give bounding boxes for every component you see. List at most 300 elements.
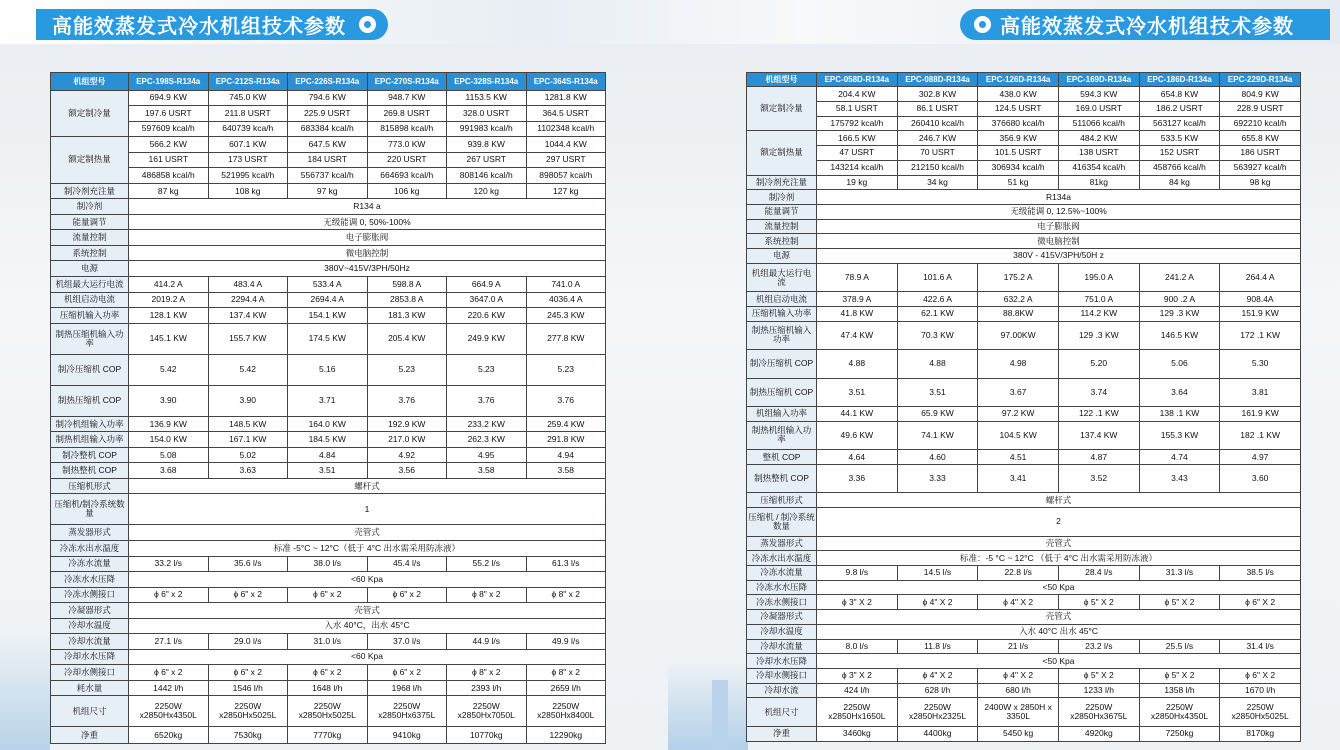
table-row <box>51 696 606 727</box>
table-cell: 486858 kcal/h <box>129 168 209 184</box>
table-cell: ϕ 5" X 2 <box>1058 595 1139 610</box>
row-label: 机组最大运行电流 <box>747 263 817 291</box>
table-cell: 2250W x2850Hx4350L <box>1139 698 1220 726</box>
table-cell: ϕ 6" x 2 <box>367 665 447 681</box>
table-cell: 5.23 <box>526 354 606 385</box>
table-row <box>747 654 1301 669</box>
row-label: 制冷剂 <box>51 199 129 215</box>
table-cell: 2250W x2850Hx3675L <box>1058 698 1139 726</box>
merged-cell: 螺杆式 <box>817 493 1301 508</box>
table-cell: 4.60 <box>897 450 978 465</box>
table-cell: 598.8 A <box>367 276 447 292</box>
row-label: 冷却水侧接口 <box>747 668 817 683</box>
table-cell: 61.3 l/s <box>526 556 606 572</box>
merged-cell: 电子膨胀阀 <box>817 219 1301 234</box>
table-row <box>51 634 606 650</box>
table-cell: 328.0 USRT <box>447 106 527 122</box>
table-cell: 97.00KW <box>978 321 1059 349</box>
merged-cell: 标准：-5 °C ~ 12°C （低于 4°C 出水需采用防冻液） <box>817 551 1301 566</box>
table-cell: 31.4 l/s <box>1220 639 1301 654</box>
table-cell: 148.5 KW <box>208 416 288 432</box>
table-cell: 38.0 l/s <box>288 556 368 572</box>
row-label: 冷却水流量 <box>51 634 129 650</box>
table-row <box>747 565 1301 580</box>
table-row <box>51 603 606 619</box>
table-cell: 3.56 <box>367 463 447 479</box>
table-cell: 4.88 <box>817 350 898 378</box>
table-cell: 28.4 l/s <box>1058 565 1139 580</box>
table-cell: 246.7 KW <box>897 131 978 146</box>
table-cell: 172 .1 KW <box>1220 321 1301 349</box>
table-cell: 745.0 KW <box>208 90 288 106</box>
merged-cell: R134a <box>817 190 1301 205</box>
row-label: 能量调节 <box>747 204 817 219</box>
table-cell: 78.9 A <box>817 263 898 291</box>
table-cell: 680 l/h <box>978 683 1059 698</box>
table-cell: 521995 kcal/h <box>208 168 288 184</box>
table-cell: 908.4A <box>1220 292 1301 307</box>
row-label: 耗水量 <box>51 680 129 696</box>
table-cell: 3.63 <box>208 463 288 479</box>
table-cell: 137.4 KW <box>1058 421 1139 449</box>
table-cell: 1442 l/h <box>129 680 209 696</box>
table-cell: 277.8 KW <box>526 323 606 354</box>
table-cell: 47.4 KW <box>817 321 898 349</box>
table-cell: 37.0 l/s <box>367 634 447 650</box>
table-cell: 12290kg <box>526 727 606 744</box>
table-cell: 151.9 KW <box>1220 307 1301 322</box>
row-label: 冷冻水出水温度 <box>51 541 129 557</box>
table-row <box>51 230 606 246</box>
merged-cell: <60 Kpa <box>129 572 606 588</box>
table-cell: 533.5 KW <box>1139 131 1220 146</box>
page-title-left <box>36 9 388 40</box>
table-row <box>747 624 1301 639</box>
table-cell: 2250W x2850Hx4350L <box>129 696 209 727</box>
row-label: 制冷机组输入功率 <box>51 416 129 432</box>
merged-cell: 螺杆式 <box>129 478 606 494</box>
row-label: 制热整机 COP <box>51 463 129 479</box>
table-cell: 108 kg <box>208 183 288 199</box>
table-cell: 9.8 l/s <box>817 565 898 580</box>
table-cell: 556737 kcal/h <box>288 168 368 184</box>
merged-cell: 壳管式 <box>129 525 606 541</box>
column-header: EPC-212S-R134a <box>208 73 288 91</box>
table-cell: 155.7 KW <box>208 323 288 354</box>
table-row <box>51 416 606 432</box>
table-cell: 3.52 <box>1058 464 1139 492</box>
column-header: EPC-226S-R134a <box>288 73 368 91</box>
table-cell: ϕ 6" X 2 <box>1220 595 1301 610</box>
table-cell: 1044.4 KW <box>526 137 606 153</box>
table-cell: 804.9 KW <box>1220 87 1301 102</box>
table-cell: 3647.0 A <box>447 292 527 308</box>
table-cell: 3.43 <box>1139 464 1220 492</box>
skyline-decoration-left <box>0 630 50 750</box>
row-label: 净重 <box>747 726 817 741</box>
column-header: EPC-186D-R134a <box>1139 73 1220 87</box>
table-cell: 5.30 <box>1220 350 1301 378</box>
table-cell: 182 .1 KW <box>1220 421 1301 449</box>
column-header-model: 机组型号 <box>51 73 129 91</box>
table-cell: 152 USRT <box>1139 146 1220 161</box>
table-cell: 306934 kcal/h <box>978 160 1059 175</box>
table-cell: 38.5 l/s <box>1220 565 1301 580</box>
table-cell: 88.8KW <box>978 307 1059 322</box>
table-row <box>51 152 606 168</box>
merged-cell: 380V - 415V/3PH/50H z <box>817 249 1301 264</box>
row-label: 冷却水温度 <box>747 624 817 639</box>
table-row <box>51 385 606 416</box>
table-cell: 773.0 KW <box>367 137 447 153</box>
gear-icon <box>359 16 376 33</box>
table-row <box>747 87 1301 102</box>
row-label: 制冷压缩机 COP <box>51 354 129 385</box>
table-cell: 155.3 KW <box>1139 421 1220 449</box>
table-row <box>51 572 606 588</box>
table-cell: 414.2 A <box>129 276 209 292</box>
table-cell: 3.68 <box>129 463 209 479</box>
table-cell: 5.23 <box>367 354 447 385</box>
table-row <box>747 321 1301 349</box>
row-label: 冷冻水侧接口 <box>747 595 817 610</box>
merged-cell: 无级能调 0, 12.5%~100% <box>817 204 1301 219</box>
row-label: 冷冻水水压降 <box>51 572 129 588</box>
table-cell: 225.9 USRT <box>288 106 368 122</box>
spec-table-right <box>746 72 1301 742</box>
table-row <box>51 463 606 479</box>
column-header: EPC-229D-R134a <box>1220 73 1301 87</box>
table-cell: 438.0 KW <box>978 87 1059 102</box>
table-header-row <box>51 73 606 91</box>
row-label: 机组尺寸 <box>51 696 129 727</box>
table-cell: ϕ 8" x 2 <box>447 665 527 681</box>
table-cell: 3.76 <box>447 385 527 416</box>
table-cell: 3.76 <box>367 385 447 416</box>
table-cell: 4.94 <box>526 447 606 463</box>
table-cell: ϕ 6" x 2 <box>129 665 209 681</box>
table-cell: ϕ 4" X 2 <box>978 595 1059 610</box>
table-row <box>747 493 1301 508</box>
row-label: 冷冻水侧接口 <box>51 587 129 603</box>
table-cell: 4.98 <box>978 350 1059 378</box>
table-cell: 4.87 <box>1058 450 1139 465</box>
table-row <box>51 447 606 463</box>
table-cell: ϕ 6" x 2 <box>367 587 447 603</box>
table-cell: 104.5 KW <box>978 421 1059 449</box>
row-label: 冷却水水压降 <box>51 649 129 665</box>
table-cell: ϕ 8" x 2 <box>526 665 606 681</box>
table-row <box>51 680 606 696</box>
table-cell: 146.5 KW <box>1139 321 1220 349</box>
table-cell: 3.51 <box>897 378 978 406</box>
table-cell: 416354 kcal/h <box>1058 160 1139 175</box>
table-cell: 751.0 A <box>1058 292 1139 307</box>
merged-cell: 壳管式 <box>817 536 1301 551</box>
table-cell: ϕ 8" x 2 <box>447 587 527 603</box>
table-cell: 3.33 <box>897 464 978 492</box>
table-cell: 204.4 KW <box>817 87 898 102</box>
table-cell: 5.42 <box>208 354 288 385</box>
table-cell: 511066 kcal/h <box>1058 116 1139 131</box>
row-label: 蒸发器形式 <box>51 525 129 541</box>
table-row <box>747 101 1301 116</box>
table-row <box>51 106 606 122</box>
table-cell: 11.8 l/s <box>897 639 978 654</box>
table-cell: 3460kg <box>817 726 898 741</box>
table-cell: 70 USRT <box>897 146 978 161</box>
merged-cell: R134 a <box>129 199 606 215</box>
table-cell: 74.1 KW <box>897 421 978 449</box>
table-cell: 70.3 KW <box>897 321 978 349</box>
row-label: 压缩机输入功率 <box>747 307 817 322</box>
table-cell: 3.58 <box>526 463 606 479</box>
page-title-right <box>960 9 1330 40</box>
table-cell: 98 kg <box>1220 175 1301 190</box>
table-cell: 4036.4 A <box>526 292 606 308</box>
row-label: 制热机组输入功率 <box>747 421 817 449</box>
row-label: 冷却水流 <box>747 683 817 698</box>
column-header: EPC-126D-R134a <box>978 73 1059 87</box>
table-cell: 2250W x2850Hx7050L <box>447 696 527 727</box>
merged-cell: 入水 40°C，出水 45°C <box>129 618 606 634</box>
table-row <box>747 190 1301 205</box>
table-row <box>747 131 1301 146</box>
table-row <box>51 665 606 681</box>
table-cell: 2250W x2850Hx8400L <box>526 696 606 727</box>
table-cell: 65.9 KW <box>897 407 978 422</box>
table-cell: 129 .3 KW <box>1139 307 1220 322</box>
table-row <box>747 421 1301 449</box>
table-cell: 3.81 <box>1220 378 1301 406</box>
table-cell: 4.88 <box>897 350 978 378</box>
column-header: EPC-364S-R134a <box>526 73 606 91</box>
table-row <box>51 90 606 106</box>
page-title-text: 高能效蒸发式冷水机组技术参数 <box>52 14 346 38</box>
merged-cell: 壳管式 <box>817 610 1301 625</box>
table-cell: 5.20 <box>1058 350 1139 378</box>
row-label: 冷冻水流量 <box>747 565 817 580</box>
table-cell: 161 USRT <box>129 152 209 168</box>
table-cell: 101.5 USRT <box>978 146 1059 161</box>
table-cell: 2294.4 A <box>208 292 288 308</box>
table-cell: 228.9 USRT <box>1220 101 1301 116</box>
table-cell: 174.5 KW <box>288 323 368 354</box>
table-cell: 101.6 A <box>897 263 978 291</box>
table-cell: 3.67 <box>978 378 1059 406</box>
table-cell: 4.92 <box>367 447 447 463</box>
row-label: 冷冻水出水温度 <box>747 551 817 566</box>
table-cell: 424 l/h <box>817 683 898 698</box>
row-label: 压缩机输入功率 <box>51 308 129 324</box>
table-row <box>747 146 1301 161</box>
gear-icon <box>974 16 991 33</box>
table-cell: 741.0 A <box>526 276 606 292</box>
table-cell: 2250W x2850Hx5025L <box>288 696 368 727</box>
table-row <box>51 292 606 308</box>
table-row <box>747 551 1301 566</box>
table-cell: 692210 kcal/h <box>1220 116 1301 131</box>
row-label: 系统控制 <box>51 245 129 261</box>
table-cell: 181.3 KW <box>367 308 447 324</box>
table-row <box>747 160 1301 175</box>
table-row <box>747 407 1301 422</box>
merged-cell: <50 Kpa <box>817 654 1301 669</box>
column-header: EPC-198S-R134a <box>129 73 209 91</box>
table-cell: 86.1 USRT <box>897 101 978 116</box>
table-row <box>51 183 606 199</box>
table-row <box>747 350 1301 378</box>
table-row <box>747 234 1301 249</box>
row-label: 冷却水侧接口 <box>51 665 129 681</box>
row-label: 制热压缩机 COP <box>747 378 817 406</box>
tower-decoration <box>712 680 728 750</box>
table-cell: 220 USRT <box>367 152 447 168</box>
table-cell: 3.36 <box>817 464 898 492</box>
row-label: 流量控制 <box>747 219 817 234</box>
table-cell: 597609 kcal/h <box>129 121 209 137</box>
table-row <box>747 307 1301 322</box>
table-row <box>51 276 606 292</box>
table-cell: 138 USRT <box>1058 146 1139 161</box>
table-row <box>51 587 606 603</box>
table-cell: 5.08 <box>129 447 209 463</box>
table-row <box>747 263 1301 291</box>
table-cell: ϕ 4" X 2 <box>978 668 1059 683</box>
table-cell: ϕ 6" X 2 <box>1220 668 1301 683</box>
row-label: 系统控制 <box>747 234 817 249</box>
table-cell: 184 USRT <box>288 152 368 168</box>
table-cell: 563127 kcal/h <box>1139 116 1220 131</box>
table-row <box>747 204 1301 219</box>
table-cell: 8.0 l/s <box>817 639 898 654</box>
table-row <box>51 214 606 230</box>
table-row <box>747 219 1301 234</box>
page-title-text: 高能效蒸发式冷水机组技术参数 <box>1000 14 1294 38</box>
row-label: 额定制冷量 <box>747 87 817 131</box>
table-cell: 9410kg <box>367 727 447 744</box>
table-cell: 269.8 USRT <box>367 106 447 122</box>
table-row <box>51 478 606 494</box>
table-cell: 1546 l/h <box>208 680 288 696</box>
table-cell: 664693 kcal/h <box>367 168 447 184</box>
table-cell: 3.90 <box>129 385 209 416</box>
row-label: 整机 COP <box>747 450 817 465</box>
table-cell: 128.1 KW <box>129 308 209 324</box>
table-cell: 2019.2 A <box>129 292 209 308</box>
table-cell: 3.51 <box>288 463 368 479</box>
table-cell: ϕ 6" x 2 <box>208 587 288 603</box>
table-cell: ϕ 3" X 2 <box>817 595 898 610</box>
table-cell: 55.2 l/s <box>447 556 527 572</box>
row-label: 制冷剂 <box>747 190 817 205</box>
table-cell: 302.8 KW <box>897 87 978 102</box>
merged-cell: 2 <box>817 508 1301 536</box>
table-cell: 3.90 <box>208 385 288 416</box>
table-row <box>747 683 1301 698</box>
table-cell: 58.1 USRT <box>817 101 898 116</box>
table-cell: 220.6 KW <box>447 308 527 324</box>
table-cell: 44.1 KW <box>817 407 898 422</box>
row-label: 制冷整机 COP <box>51 447 129 463</box>
table-cell: 2853.8 A <box>367 292 447 308</box>
table-row <box>51 541 606 557</box>
table-cell: 4.74 <box>1139 450 1220 465</box>
table-cell: 166.5 KW <box>817 131 898 146</box>
merged-cell: 入水 40°C 出水 45°C <box>817 624 1301 639</box>
row-label: 冷冻水流量 <box>51 556 129 572</box>
table-cell: 4.84 <box>288 447 368 463</box>
table-row <box>51 168 606 184</box>
table-cell: 51 kg <box>978 175 1059 190</box>
merged-cell: 标准 -5°C ~ 12°C（低于 4°C 出水需采用防冻液） <box>129 541 606 557</box>
row-label: 冷凝器形式 <box>747 610 817 625</box>
table-cell: 5.23 <box>447 354 527 385</box>
row-label: 机组启动电流 <box>51 292 129 308</box>
table-row <box>747 610 1301 625</box>
table-cell: 34 kg <box>897 175 978 190</box>
table-cell: 1102348 kcal/h <box>526 121 606 137</box>
table-cell: ϕ 6" x 2 <box>208 665 288 681</box>
row-label: 制冷剂充注量 <box>51 183 129 199</box>
table-row <box>51 556 606 572</box>
table-cell: 129 .3 KW <box>1058 321 1139 349</box>
table-cell: 264.4 A <box>1220 263 1301 291</box>
table-cell: 4920kg <box>1058 726 1139 741</box>
table-cell: 3.74 <box>1058 378 1139 406</box>
table-cell: 33.2 l/s <box>129 556 209 572</box>
table-row <box>51 432 606 448</box>
table-cell: 120 kg <box>447 183 527 199</box>
table-cell: 683384 kcal/h <box>288 121 368 137</box>
table-cell: 5.02 <box>208 447 288 463</box>
table-cell: 173 USRT <box>208 152 288 168</box>
table-row <box>747 580 1301 595</box>
table-cell: 35.6 l/s <box>208 556 288 572</box>
row-label: 压缩机 / 制冷系统数量 <box>747 508 817 536</box>
table-cell: 900 .2 A <box>1139 292 1220 307</box>
table-row <box>747 378 1301 406</box>
table-cell: 154.0 KW <box>129 432 209 448</box>
table-cell: 640739 kca/h <box>208 121 288 137</box>
table-cell: 654.8 KW <box>1139 87 1220 102</box>
table-row <box>51 618 606 634</box>
merged-cell: 壳管式 <box>129 603 606 619</box>
table-cell: 378.9 A <box>817 292 898 307</box>
table-cell: 267 USRT <box>447 152 527 168</box>
row-label: 制冷剂充注量 <box>747 175 817 190</box>
table-cell: ϕ 5" X 2 <box>1058 668 1139 683</box>
row-label: 压缩机/制冷系统数量 <box>51 494 129 525</box>
table-cell: 2250W x2850Hx1650L <box>817 698 898 726</box>
table-cell: 4.51 <box>978 450 1059 465</box>
table-cell: ϕ 5" X 2 <box>1139 595 1220 610</box>
table-row <box>51 354 606 385</box>
table-cell: 175.2 A <box>978 263 1059 291</box>
table-cell: 2400W x 2850H x 3350L <box>978 698 1059 726</box>
table-cell: 7530kg <box>208 727 288 744</box>
merged-cell: 电子膨胀阀 <box>129 230 606 246</box>
table-cell: 563927 kcal/h <box>1220 160 1301 175</box>
table-cell: 124.5 USRT <box>978 101 1059 116</box>
table-cell: 197.6 USRT <box>129 106 209 122</box>
table-row <box>51 494 606 525</box>
row-label: 电源 <box>51 261 129 277</box>
table-cell: 794.6 KW <box>288 90 368 106</box>
table-cell: 6520kg <box>129 727 209 744</box>
table-cell: 106 kg <box>367 183 447 199</box>
table-cell: 2659 l/h <box>526 680 606 696</box>
